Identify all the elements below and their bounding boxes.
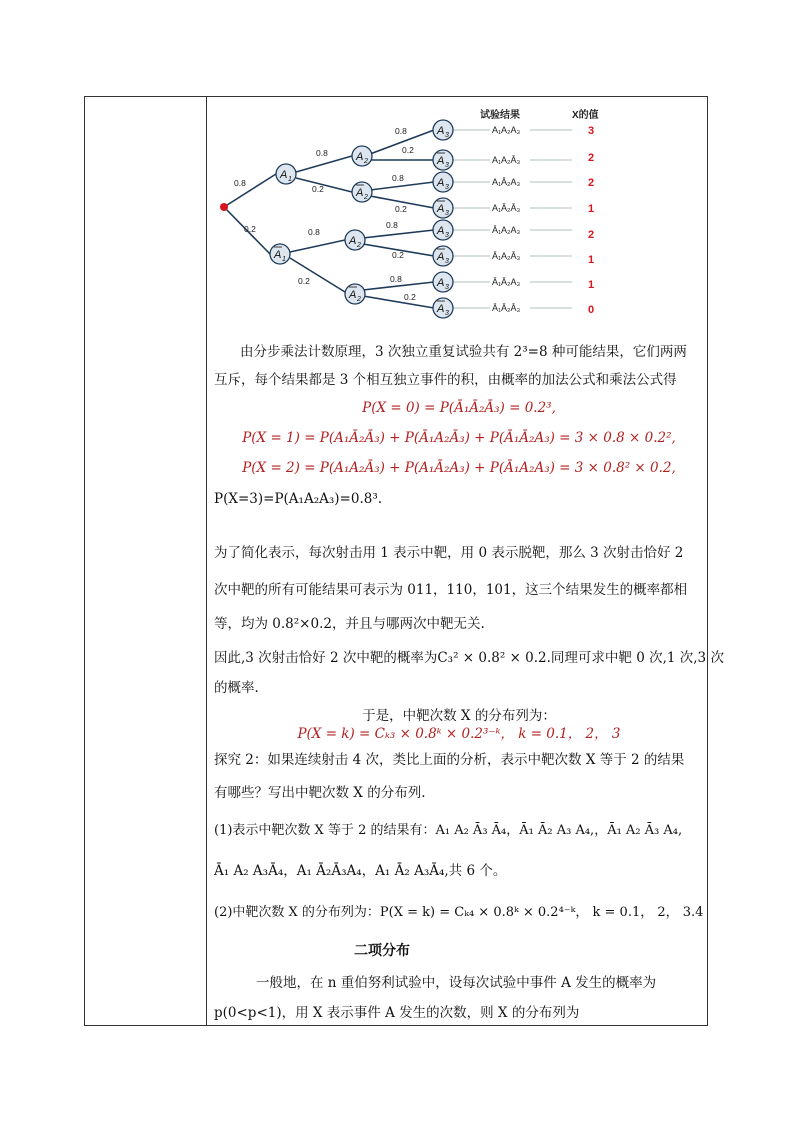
svg-text:A: A: [437, 155, 445, 167]
x-value: 0: [588, 304, 595, 316]
svg-text:1: 1: [282, 256, 286, 263]
svg-text:3: 3: [445, 232, 449, 239]
outcome-label: Ā₁Ā₂A₃: [492, 277, 521, 287]
outcome-label: A₁A₂A₃: [492, 125, 521, 135]
para2-line3: 等，均为 0.8²×0.2，并且与哪两次中靶无关.: [214, 616, 485, 632]
outcome-label: Ā₁Ā₂Ā₃: [492, 303, 521, 313]
x-value: 3: [588, 125, 595, 137]
x-value: 2: [588, 229, 595, 241]
svg-text:2: 2: [357, 296, 361, 303]
section-title: 二项分布: [354, 943, 410, 959]
x-value: 2: [588, 152, 595, 164]
svg-text:3: 3: [445, 162, 449, 169]
svg-text:0.8: 0.8: [234, 178, 246, 188]
svg-text:A: A: [437, 203, 445, 215]
outcome-label: Ā₁A₂A₃: [492, 225, 521, 235]
svg-text:A: A: [437, 277, 445, 289]
tree-root: [220, 203, 228, 211]
svg-text:0.8: 0.8: [392, 173, 404, 183]
x-value: 2: [588, 177, 595, 189]
svg-text:A: A: [437, 303, 445, 315]
answer2: (2)中靶次数 X 的分布列为：P(X = k) = Cₖ₄ × 0.8ᵏ × 0.2⁴⁻ᵏ， k = 0.1， 2， 3.4: [214, 905, 704, 920]
svg-text:0.8: 0.8: [308, 227, 320, 237]
para2-line2: 次中靶的所有可能结果可表示为 011，110，101，这三个结果发生的概率都相: [214, 582, 688, 598]
svg-text:3: 3: [445, 284, 449, 291]
svg-text:A: A: [437, 225, 445, 237]
svg-text:3: 3: [445, 132, 449, 139]
svg-text:A: A: [356, 151, 364, 163]
equation-x3: P(X=3)=P(A₁A₂A₃)=0.8³.: [214, 491, 383, 507]
svg-text:A: A: [349, 235, 357, 247]
svg-text:3: 3: [445, 258, 449, 265]
header-x-value: X的值: [572, 110, 599, 121]
x-value: 1: [588, 254, 595, 266]
svg-text:1: 1: [288, 176, 292, 183]
svg-text:3: 3: [445, 184, 449, 191]
svg-text:0.2: 0.2: [392, 250, 404, 260]
svg-text:2: 2: [357, 242, 361, 249]
svg-text:A: A: [437, 125, 445, 137]
svg-text:A: A: [356, 187, 364, 199]
explore-line1: 探究 2：如果连续射击 4 次，类比上面的分析，表示中靶次数 X 等于 2 的结果: [214, 752, 685, 768]
svg-text:0.8: 0.8: [390, 274, 402, 284]
svg-text:0.2: 0.2: [312, 184, 324, 194]
svg-text:2: 2: [364, 158, 368, 165]
x-value: 1: [588, 279, 595, 291]
svg-text:A: A: [280, 169, 288, 181]
distribution-intro: 于是，中靶次数 X 的分布列为：: [362, 708, 556, 724]
equation-x2: P(X = 2) = P(A₁A₂Ā₃) + P(A₁Ā₂A₃) + P(Ā₁A₂A₃) = 3 × 0.8² × 0.2,: [242, 460, 676, 476]
definition-line2: p(0<p<1)，用 X 表示事件 A 发生的次数，则 X 的分布列为: [214, 1005, 580, 1021]
answer1-line2: Ā₁ A₂ A₃Ā₄，A₁ Ā₂Ā₃A₄，A₁ Ā₂ A₃Ā₄,共 6 个。: [214, 863, 507, 879]
svg-text:0.2: 0.2: [298, 276, 310, 286]
para1-line1: 由分步乘法计数原理，3 次独立重复试验共有 2³=8 种可能结果，它们两两: [240, 344, 687, 360]
definition-line1: 一般地，在 n 重伯努利试验中，设每次试验中事件 A 发生的概率为: [256, 975, 657, 991]
outcome-label: A₁Ā₂Ā₃: [492, 203, 521, 213]
svg-text:0.2: 0.2: [404, 292, 416, 302]
svg-text:A: A: [274, 249, 282, 261]
svg-text:0.2: 0.2: [395, 204, 407, 214]
svg-text:3: 3: [445, 310, 449, 317]
svg-text:0.2: 0.2: [402, 145, 414, 155]
probability-tree-diagram: [212, 104, 632, 324]
para1-line2: 互斥，每个结果都是 3 个相互独立事件的积，由概率的加法公式和乘法公式得: [214, 372, 677, 388]
svg-text:0.8: 0.8: [395, 126, 407, 136]
svg-text:0.2: 0.2: [244, 224, 256, 234]
equation-x1: P(X = 1) = P(A₁Ā₂Ā₃) + P(Ā₁A₂Ā₃) + P(Ā₁Ā₂A₃) = 3 × 0.8 × 0.2²,: [242, 430, 676, 446]
answer1-line1: (1)表示中靶次数 X 等于 2 的结果有：A₁ A₂ Ā₃ Ā₄，Ā₁ Ā₂ A₃ A₄,，Ā₁ A₂ Ā₃ A₄,: [214, 823, 683, 838]
svg-text:0.8: 0.8: [386, 220, 398, 230]
x-value: 1: [588, 203, 595, 215]
svg-text:A: A: [437, 177, 445, 189]
outcome-label: Ā₁A₂Ā₃: [492, 251, 521, 261]
svg-text:A: A: [437, 251, 445, 263]
equation-x0: P(X = 0) = P(Ā₁Ā₂Ā₃) = 0.2³,: [362, 400, 556, 416]
table-column-divider: [206, 96, 207, 1026]
explore-line2: 有哪些？写出中靶次数 X 的分布列.: [214, 785, 426, 801]
outcome-label: A₁Ā₂A₃: [492, 177, 521, 187]
outcome-label: A₁A₂Ā₃: [492, 155, 521, 165]
svg-text:2: 2: [364, 194, 368, 201]
svg-text:3: 3: [445, 210, 449, 217]
para3-line2: 的概率.: [214, 680, 259, 696]
para3-line1: 因此,3 次射击恰好 2 次中靶的概率为C₃² × 0.8² × 0.2.同理可求中靶 0 次,1 次,3 次: [214, 650, 724, 666]
distribution-formula: P(X = k) = Cₖ₃ × 0.8ᵏ × 0.2³⁻ᵏ， k = 0.1， 2， 3: [297, 726, 621, 742]
para2-line1: 为了简化表示，每次射击用 1 表示中靶，用 0 表示脱靶，那么 3 次射击恰好 2: [214, 545, 684, 561]
svg-text:A: A: [349, 289, 357, 301]
header-result: 试验结果: [480, 110, 520, 121]
svg-text:0.8: 0.8: [316, 148, 328, 158]
